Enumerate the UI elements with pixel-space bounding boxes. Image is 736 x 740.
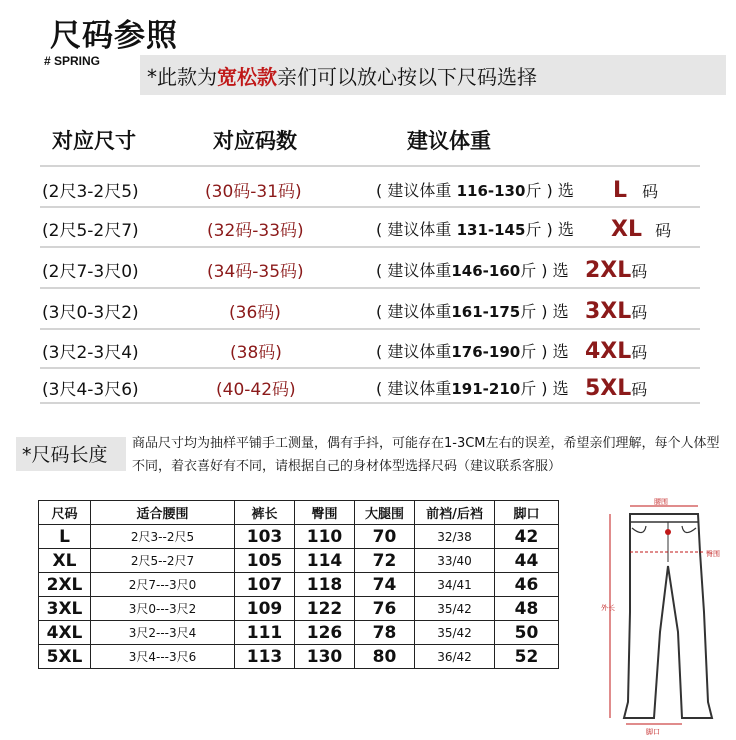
cell-waist: 2尺5--2尺7 xyxy=(91,549,235,573)
cell-waist: 2尺3--2尺5 xyxy=(91,525,235,549)
waist-range: (3尺2-3尺4) xyxy=(42,343,139,363)
code-range: (36码) xyxy=(229,303,281,323)
header-weight: 建议体重 xyxy=(407,129,491,153)
weight-info xyxy=(376,178,574,201)
diagram-hip-label: 臀围 xyxy=(706,550,720,558)
weight-open: ( xyxy=(376,379,388,398)
waist-range: (3尺4-3尺6) xyxy=(42,380,139,400)
weight-unit: 斤 ) 选 xyxy=(525,181,574,200)
weight-range: 116-130 xyxy=(456,182,526,200)
th-length: 裤长 xyxy=(235,501,295,525)
cell-hip: 122 xyxy=(295,597,355,621)
weight-label: 建议体重 xyxy=(387,181,452,200)
cell-rise: 33/40 xyxy=(415,549,495,573)
size-letter: L xyxy=(613,178,628,203)
code-range: (38码) xyxy=(230,343,282,363)
weight-label: 建议体重 xyxy=(387,261,452,280)
diagram-waist-label: 腰围 xyxy=(654,498,668,506)
cell-hip: 114 xyxy=(295,549,355,573)
notice-suffix: 亲们可以放心按以下尺码选择 xyxy=(277,65,537,89)
weight-range: 161-175 xyxy=(451,303,521,321)
cell-waist: 2尺7---3尺0 xyxy=(91,573,235,597)
header-waist-size: 对应尺寸 xyxy=(52,129,136,153)
cell-hip: 118 xyxy=(295,573,355,597)
diagram-hem-label: 脚口 xyxy=(646,728,660,736)
cell-size: L xyxy=(39,525,91,549)
weight-open: ( xyxy=(376,261,388,280)
cell-waist: 3尺4---3尺6 xyxy=(91,645,235,669)
divider xyxy=(40,367,700,369)
code-range: (40-42码) xyxy=(216,380,296,400)
size-pick xyxy=(585,299,647,324)
divider xyxy=(40,328,700,330)
divider xyxy=(40,165,700,167)
header-code: 对应码数 xyxy=(213,129,297,153)
weight-label: 建议体重 xyxy=(387,220,452,239)
cell-hem: 44 xyxy=(495,549,559,573)
size-suffix: 码 xyxy=(631,262,648,281)
cell-rise: 32/38 xyxy=(415,525,495,549)
notice-highlight: 宽松款 xyxy=(217,65,277,89)
length-section-label: *尺码长度 xyxy=(22,444,108,466)
cell-length: 105 xyxy=(235,549,295,573)
th-thigh: 大腿围 xyxy=(355,501,415,525)
cell-waist: 3尺2---3尺4 xyxy=(91,621,235,645)
weight-unit: 斤 ) 选 xyxy=(520,261,569,280)
cell-hem: 42 xyxy=(495,525,559,549)
size-pick xyxy=(585,217,671,242)
weight-info xyxy=(376,299,569,322)
size-guide-row xyxy=(0,370,736,406)
weight-unit: 斤 ) 选 xyxy=(525,220,574,239)
weight-unit: 斤 ) 选 xyxy=(520,379,569,398)
th-hem: 脚口 xyxy=(495,501,559,525)
weight-label: 建议体重 xyxy=(387,302,452,321)
code-range: (32码-33码) xyxy=(207,221,304,241)
size-letter: 5XL xyxy=(585,376,632,401)
cell-rise: 36/42 xyxy=(415,645,495,669)
size-suffix: 码 xyxy=(642,182,659,201)
size-pick xyxy=(585,376,647,401)
size-pick xyxy=(585,258,647,283)
size-guide-row xyxy=(0,172,736,208)
cell-hip: 130 xyxy=(295,645,355,669)
cell-thigh: 78 xyxy=(355,621,415,645)
notice-prefix: *此款为 xyxy=(147,65,217,89)
cell-thigh: 70 xyxy=(355,525,415,549)
weight-label: 建议体重 xyxy=(387,342,452,361)
cell-size: 4XL xyxy=(39,621,91,645)
cell-hip: 126 xyxy=(295,621,355,645)
cell-thigh: 80 xyxy=(355,645,415,669)
weight-info xyxy=(376,339,569,362)
cell-thigh: 76 xyxy=(355,597,415,621)
th-hip: 臀围 xyxy=(295,501,355,525)
waist-range: (2尺3-2尺5) xyxy=(42,182,139,202)
diagram-length-label: 外长 xyxy=(601,604,615,612)
cell-hem: 46 xyxy=(495,573,559,597)
size-pick xyxy=(585,178,658,203)
size-guide-row xyxy=(0,333,736,369)
cell-size: 3XL xyxy=(39,597,91,621)
size-suffix: 码 xyxy=(631,380,648,399)
table-row xyxy=(39,573,559,597)
size-suffix: 码 xyxy=(655,221,672,240)
cell-thigh: 72 xyxy=(355,549,415,573)
weight-unit: 斤 ) 选 xyxy=(520,302,569,321)
size-letter: XL xyxy=(611,217,642,242)
cell-length: 103 xyxy=(235,525,295,549)
weight-range: 146-160 xyxy=(451,262,521,280)
cell-rise: 35/42 xyxy=(415,621,495,645)
weight-info xyxy=(376,258,569,281)
length-description: 商品尺寸均为抽样平铺手工测量，偶有手抖，可能存在1-3CM左右的误差，希望亲们理解，每个人体型不同，着衣喜好有不同，请根据自己的身材体型选择尺码（建议联系客服） xyxy=(132,436,720,474)
size-suffix: 码 xyxy=(631,303,648,322)
weight-range: 191-210 xyxy=(451,380,521,398)
th-rise: 前裆/后裆 xyxy=(415,501,495,525)
weight-unit: 斤 ) 选 xyxy=(520,342,569,361)
weight-info xyxy=(376,376,569,399)
weight-open: ( xyxy=(376,342,388,361)
page-title: 尺码参照 xyxy=(50,18,178,54)
weight-open: ( xyxy=(376,181,388,200)
cell-length: 109 xyxy=(235,597,295,621)
waist-range: (3尺0-3尺2) xyxy=(42,303,139,323)
size-suffix: 码 xyxy=(631,343,648,362)
weight-open: ( xyxy=(376,220,388,239)
code-range: (30码-31码) xyxy=(205,182,302,202)
measurement-table xyxy=(38,500,559,669)
size-guide-row xyxy=(0,211,736,247)
cell-hem: 48 xyxy=(495,597,559,621)
cell-size: 5XL xyxy=(39,645,91,669)
table-row xyxy=(39,549,559,573)
size-letter: 4XL xyxy=(585,339,632,364)
notice-text xyxy=(147,61,537,90)
th-size: 尺码 xyxy=(39,501,91,525)
weight-label: 建议体重 xyxy=(387,379,452,398)
th-waist: 适合腰围 xyxy=(91,501,235,525)
cell-rise: 34/41 xyxy=(415,573,495,597)
table-row xyxy=(39,597,559,621)
pants-diagram xyxy=(600,492,734,736)
cell-hem: 52 xyxy=(495,645,559,669)
cell-size: XL xyxy=(39,549,91,573)
cell-rise: 35/42 xyxy=(415,597,495,621)
size-guide-row xyxy=(0,293,736,329)
size-letter: 2XL xyxy=(585,258,632,283)
cell-waist: 3尺0---3尺2 xyxy=(91,597,235,621)
table-row xyxy=(39,525,559,549)
cell-length: 113 xyxy=(235,645,295,669)
cell-hip: 110 xyxy=(295,525,355,549)
cell-length: 111 xyxy=(235,621,295,645)
table-header-row xyxy=(39,501,559,525)
pants-outline-icon xyxy=(600,492,734,736)
weight-info xyxy=(376,217,574,240)
cell-length: 107 xyxy=(235,573,295,597)
weight-range: 176-190 xyxy=(451,343,521,361)
code-range: (34码-35码) xyxy=(207,262,304,282)
waist-range: (2尺7-3尺0) xyxy=(42,262,139,282)
size-pick xyxy=(585,339,647,364)
weight-open: ( xyxy=(376,302,388,321)
divider xyxy=(40,287,700,289)
cell-size: 2XL xyxy=(39,573,91,597)
cell-thigh: 74 xyxy=(355,573,415,597)
table-row xyxy=(39,645,559,669)
size-letter: 3XL xyxy=(585,299,632,324)
waist-range: (2尺5-2尺7) xyxy=(42,221,139,241)
table-row xyxy=(39,621,559,645)
divider xyxy=(40,402,700,404)
size-guide-row xyxy=(0,252,736,288)
cell-hem: 50 xyxy=(495,621,559,645)
brand-tag: # SPRING xyxy=(44,54,101,68)
divider xyxy=(40,206,700,208)
divider xyxy=(40,246,700,248)
weight-range: 131-145 xyxy=(456,221,526,239)
